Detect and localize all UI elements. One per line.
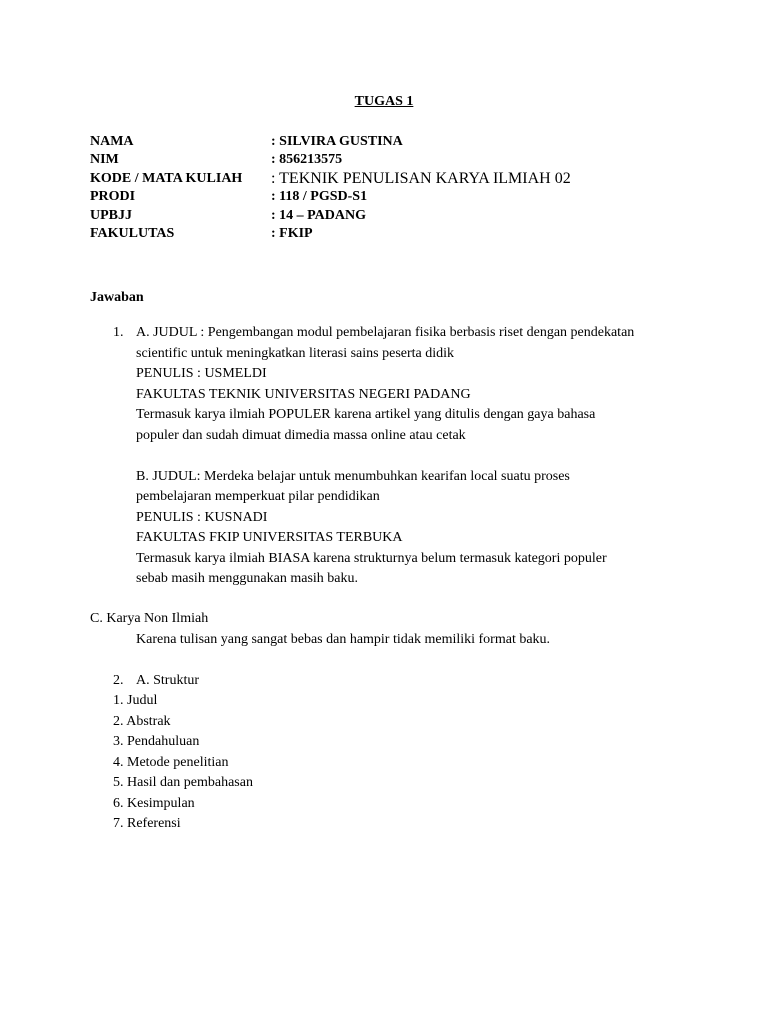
paragraph-line: FAKULTAS FKIP UNIVERSITAS TERBUKA: [136, 530, 403, 545]
answer-item-1-content: [136, 323, 696, 590]
list-item: 7. Referensi: [113, 816, 181, 831]
answer-item-2-heading: A. Struktur: [136, 673, 199, 688]
list-item: 4. Metode penelitian: [113, 754, 229, 770]
list-item: 3. Pendahuluan: [113, 734, 200, 749]
list-item: 6. Kesimpulan: [113, 795, 195, 811]
info-label: FAKULUTAS: [90, 225, 175, 241]
paragraph-line: sebab masih menggunakan masih baku.: [136, 571, 359, 586]
info-row-prodi: [90, 188, 690, 206]
list-number: 1.: [113, 325, 124, 340]
document-title: TUGAS 1: [354, 94, 414, 109]
list-number: 2.: [113, 673, 124, 688]
info-value: : TEKNIK PENULISAN KARYA ILMIAH 02: [271, 169, 571, 187]
info-label: PRODI: [90, 189, 136, 205]
student-info-block: [90, 133, 690, 243]
info-label: NIM: [90, 152, 119, 168]
paragraph-spacer: [136, 446, 696, 467]
paragraph-line: PENULIS : USMELDI: [136, 366, 267, 381]
info-value: : 856213575: [271, 152, 343, 168]
info-row-upbjj: [90, 207, 690, 225]
answer-heading: Jawaban: [90, 290, 144, 305]
info-row-nim: [90, 151, 690, 169]
list-item: 1. Judul: [113, 693, 158, 708]
info-label: NAMA: [90, 134, 134, 149]
list-item: 2. Abstrak: [113, 713, 171, 729]
paragraph-line: populer dan sudah dimuat dimedia massa online atau cetak: [136, 427, 466, 443]
info-row-kode-mata-kuliah: [90, 170, 690, 188]
structure-list: [113, 691, 253, 835]
paragraph-line: pembelajaran memperkuat pilar pendidikan: [136, 489, 380, 504]
paragraph-line: Termasuk karya ilmiah BIASA karena strukturnya belum termasuk kategori populer: [136, 550, 607, 566]
paragraph-line: A. JUDUL : Pengembangan modul pembelajaran fisika berbasis riset dengan pendekatan: [136, 325, 635, 340]
paragraph-line: B. JUDUL: Merdeka belajar untuk menumbuhkan kearifan local suatu proses: [136, 468, 570, 484]
paragraph-line: scientific untuk meningkatkan literasi sains peserta didik: [136, 345, 455, 361]
list-item: 5. Hasil dan pembahasan: [113, 775, 253, 790]
info-label: UPBJJ: [90, 207, 132, 223]
info-row-nama: [90, 133, 690, 151]
section-c-heading: C. Karya Non Ilmiah: [90, 611, 209, 626]
paragraph-line: Termasuk karya ilmiah POPULER karena artikel yang ditulis dengan gaya bahasa: [136, 407, 596, 422]
paragraph-line: PENULIS : KUSNADI: [136, 509, 268, 525]
section-c: [90, 609, 550, 650]
paragraph-line: FAKULTAS TEKNIK UNIVERSITAS NEGERI PADANG: [136, 386, 471, 402]
answer-item-2: [90, 671, 199, 692]
info-value: : FKIP: [271, 225, 313, 241]
info-label: KODE / MATA KULIAH: [90, 170, 243, 186]
info-value: : SILVIRA GUSTINA: [271, 134, 403, 149]
info-row-fakultas: [90, 225, 690, 243]
info-value: : 14 – PADANG: [271, 207, 367, 223]
section-c-text: Karena tulisan yang sangat bebas dan hampir tidak memiliki format baku.: [136, 631, 551, 647]
info-value: : 118 / PGSD-S1: [271, 189, 368, 205]
